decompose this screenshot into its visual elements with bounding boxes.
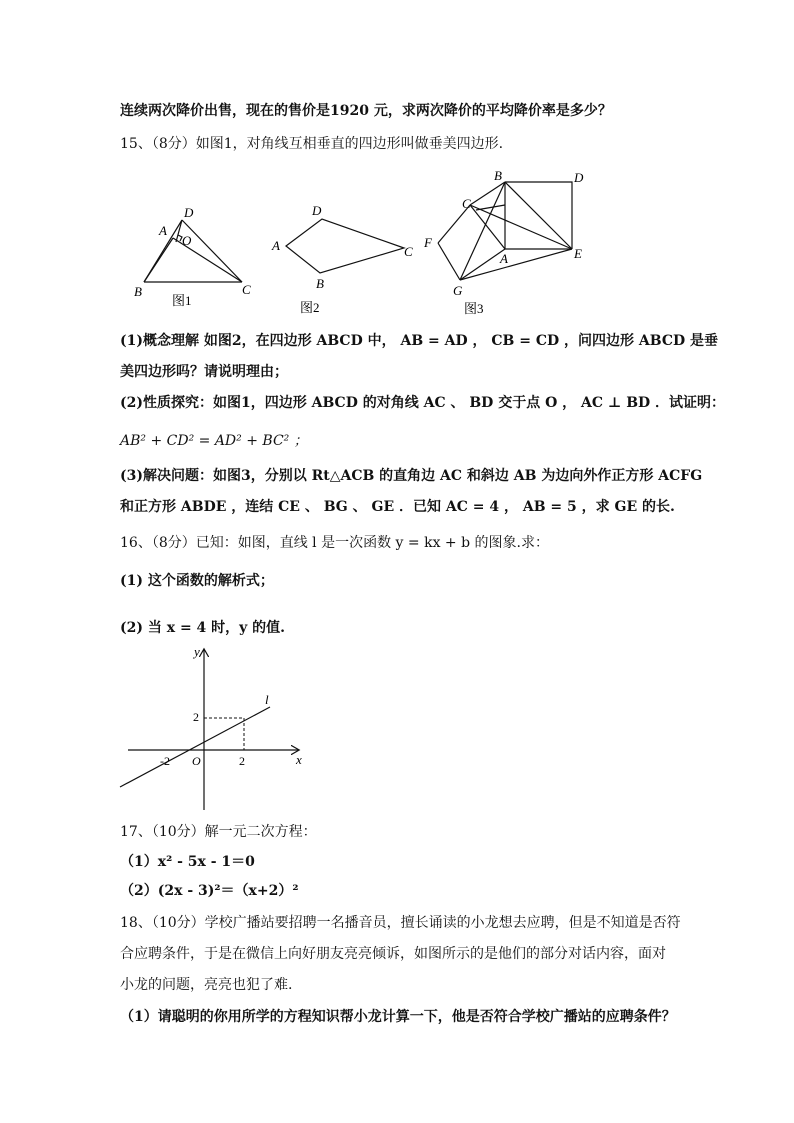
fig1-label-c: C [242,282,251,297]
fig1-label-d: D [184,205,194,220]
q18-part1: （1）请聪明的你用所学的方程知识帮小龙计算一下，他是否符合学校广播站的应聘条件？ [120,1009,676,1025]
q17-stem: 17、（10分）解一元二次方程： [120,824,317,840]
figure-2 [268,200,418,318]
fig3-label-a: A [500,251,508,266]
fig2-label-d: D [312,203,322,218]
q18-line1: 18、（10分）学校广播站要招聘一名播音员，擅长诵读的小龙想去应聘，但是不知道是否符 [120,915,681,931]
q18-line3: 小龙的问题，亮亮也犯了难. [120,977,293,993]
fig1-label-a: A [159,223,167,238]
fig1-label-b: B [134,284,142,299]
q15-part2-formula: AB² + CD² = AD² + BC² ； [120,433,308,449]
q15-part3-line2: 和正方形 ABDE ，连结 CE 、 BG 、 GE ．已知 AC = 4 ， AB = 5 ，求 GE 的长. [120,499,675,515]
fig2-label-b: B [316,276,324,291]
fig2-label-c: C [404,244,413,259]
q16-part2: (2) 当 x = 4 时，y 的值. [120,620,286,636]
q16-part1: (1) 这个函数的解析式； [120,573,274,589]
q17-part2: （2）(2x - 3)²＝（x+2）² [120,883,299,899]
graph-label-y: y [194,644,200,659]
figure-1 [128,200,258,312]
q14-tail-text: 连续两次降价出售，现在的售价是1920 元，求两次降价的平均降价率是多少？ [120,103,612,119]
q16-stem: 16、（8分）已知：如图，直线 l 是一次函数 y = kx + b 的图象.求： [120,535,549,551]
fig3-label-f: F [424,235,432,250]
graph-label-x: x [296,752,302,767]
fig3-label-e: E [574,246,582,261]
q15-part1-line2: 美四边形吗？请说明理由； [120,364,288,380]
graph-tick-x2: 2 [239,754,245,768]
graph-origin: O [192,754,201,768]
fig3-label-c: C [462,196,471,211]
fig3-label-d: D [574,170,584,185]
q15-stem: 15、（8分）如图1，对角线互相垂直的四边形叫做垂美四边形. [120,136,504,152]
fig1-caption: 图1 [172,293,192,308]
q15-part2-line1: (2)性质探究：如图1，四边形 ABCD 的对角线 AC 、 BD 交于点 O ， AC ⊥ BD ．试证明： [120,395,726,411]
figure-3 [418,165,598,320]
q17-part1: （1）x² - 5x - 1＝0 [120,854,255,870]
graph-label-l: l [265,692,269,707]
fig3-label-g: G [453,283,463,298]
q18-line2: 合应聘条件，于是在微信上向好朋友亮亮倾诉，如图所示的是他们的部分对话内容，面对 [120,946,666,962]
fig1-label-o: O [182,233,192,248]
graph-tick-y2: 2 [193,710,199,724]
linear-function-graph [118,640,318,815]
q15-part3-line1: (3)解决问题：如图3，分别以 Rt△ACB 的直角边 AC 和斜边 AB 为边向外作正方形 ACFG [120,468,703,484]
fig3-caption: 图3 [464,301,484,316]
graph-tick-xneg2: -2 [160,754,170,768]
fig2-caption: 图2 [300,300,320,315]
fig3-label-b: B [494,168,502,183]
q15-part1-line1: (1)概念理解 如图2，在四边形 ABCD 中， AB = AD ， CB = CD ，问四边形 ABCD 是垂 [120,333,718,349]
fig2-label-a: A [272,238,280,253]
